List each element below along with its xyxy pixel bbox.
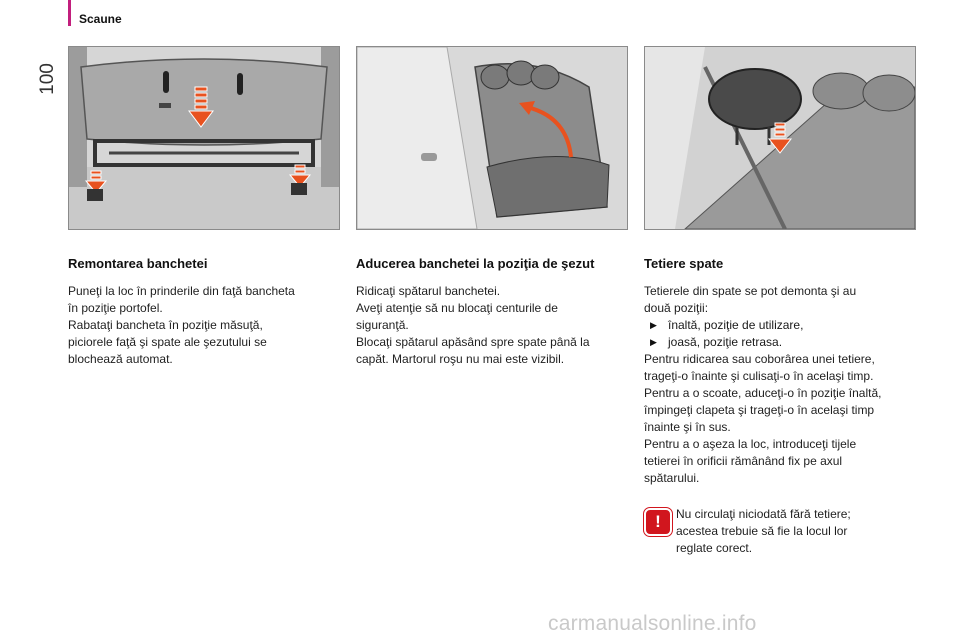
paragraph-line: două poziţii: <box>644 301 709 315</box>
bench-refit-section <box>68 256 338 368</box>
paragraph-line: Pentru ridicarea sau coborârea unei tetiere, <box>644 352 875 366</box>
paragraph-line: Tetierele din spate se pot demonta şi au <box>644 284 857 298</box>
paragraph-line: Aveţi atenţie să nu blocaţi centurile de <box>356 301 558 315</box>
section-accent-bar <box>68 0 71 26</box>
paragraph-line: înainte şi în sus. <box>644 420 731 434</box>
paragraph-line: Pentru a o aşeza la loc, introduceţi tijele <box>644 437 857 451</box>
section-heading: Aducerea banchetei la poziţia de şezut <box>356 256 595 271</box>
bench-seating-section <box>356 256 626 368</box>
paragraph-line: Blocaţi spătarul apăsând spre spate până la <box>356 335 590 349</box>
paragraph-line: capăt. Martorul roşu nu mai este vizibil. <box>356 352 565 366</box>
list-item-text: înaltă, poziţie de utilizare, <box>668 318 804 332</box>
warning-line: reglate corect. <box>676 541 753 555</box>
list-item <box>644 317 914 334</box>
paragraph-line: Puneţi la loc în prinderile din faţă bancheta <box>68 284 295 298</box>
paragraph-line: tetierei în orificii rămânând fix pe axul <box>644 454 843 468</box>
warning-exclamation-icon: ! <box>644 508 672 536</box>
page-number: 100 <box>37 63 58 95</box>
paragraph-line: Pentru a o scoate, aduceţi-o în poziţie înaltă, <box>644 386 882 400</box>
warning-text <box>676 506 914 557</box>
list-item <box>644 334 914 351</box>
section-heading: Remontarea banchetei <box>68 256 208 271</box>
warning-note <box>644 506 914 557</box>
headrest-illustration <box>644 46 916 230</box>
triangle-bullet-icon: ▶ <box>650 320 657 330</box>
warning-line: Nu circulaţi niciodată fără tetiere; <box>676 507 851 521</box>
paragraph-line: Rabataţi bancheta în poziţie măsuţă, <box>68 318 263 332</box>
section-heading: Tetiere spate <box>644 256 724 271</box>
rear-headrest-section <box>644 256 914 487</box>
warning-line: acestea trebuie să fie la locul lor <box>676 524 848 538</box>
paragraph-line: în poziţie portofel. <box>68 301 163 315</box>
headrest-shape <box>709 69 801 129</box>
section-title: Scaune <box>79 12 122 26</box>
bench-refit-illustration <box>68 46 340 230</box>
paragraph-line: împingeţi clapeta şi trageţi-o în acelaşi timp <box>644 403 875 417</box>
paragraph-line: blochează automat. <box>68 352 173 366</box>
paragraph-line: piciorele faţă şi spate ale şezutului se <box>68 335 267 349</box>
paragraph-line: Ridicaţi spătarul banchetei. <box>356 284 501 298</box>
paragraph-line: spătarului. <box>644 471 700 485</box>
bench-seating-illustration <box>356 46 628 230</box>
paragraph-line: trageţi-o înainte şi culisaţi-o în acelaşi timp. <box>644 369 874 383</box>
watermark: carmanualsonline.info <box>548 612 757 635</box>
triangle-bullet-icon: ▶ <box>650 337 657 347</box>
paragraph-line: siguranţă. <box>356 318 409 332</box>
list-item-text: joasă, poziţie retrasa. <box>668 335 783 349</box>
